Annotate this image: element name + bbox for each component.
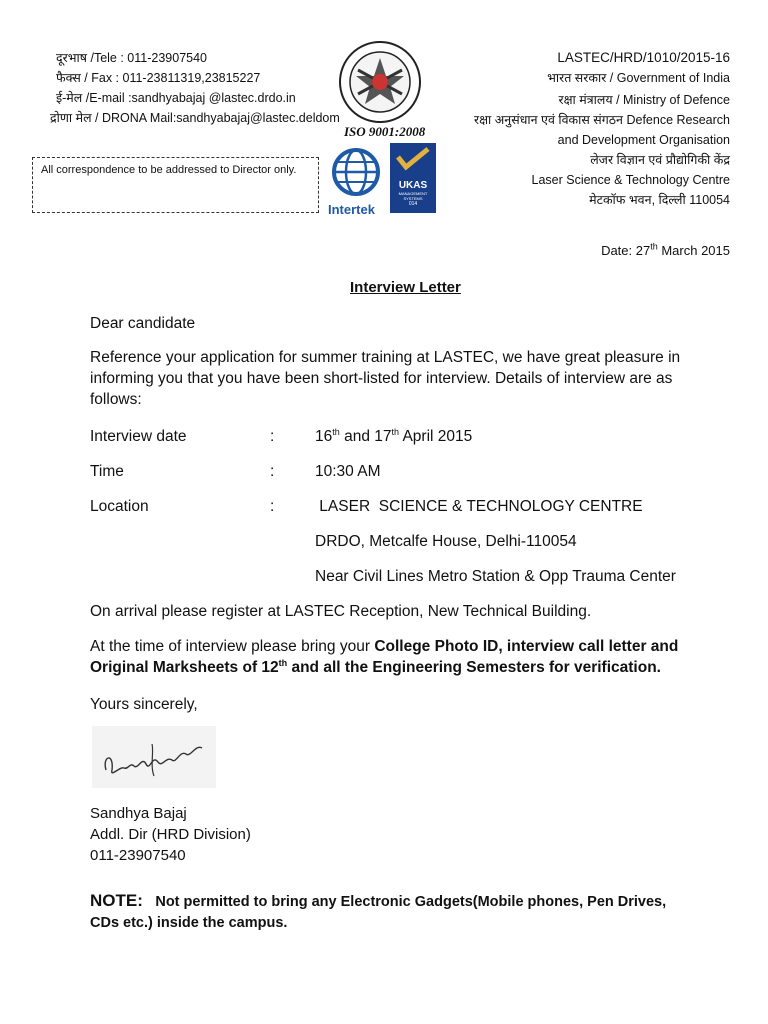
organisation-block [370,48,730,210]
date-b-sup: th [391,426,399,437]
signatory-phone: 011-23907540 [90,847,186,864]
org-line-7: मेटकॉफ भवन, दिल्ली 110054 [589,193,730,207]
org-line-1: भारत सरकार / Government of India [547,71,730,85]
signatory-designation: Addl. Dir (HRD Division) [90,826,251,843]
org-line-6: Laser Science & Technology Centre [531,173,730,187]
date-suffix: March 2015 [657,243,730,258]
letter-date [601,243,730,258]
correspondence-box [32,157,319,213]
date-a-sup: th [332,426,340,437]
interview-date-value [315,426,472,447]
colon: : [270,463,275,480]
letter-title: Interview Letter [350,279,461,296]
org-line-4: and Development Organisation [557,133,730,147]
email-line: ई-मेल /E-mail :sandhyabajaj @lastec.drdo.in [56,91,296,105]
arrival-paragraph: On arrival please register at LASTEC Reception, New Technical Building. [90,603,592,620]
time-value: 10:30 AM [315,463,381,480]
iso-label: ISO 9001:2008 [344,124,426,139]
bring-sup: th [278,657,288,668]
signatory-name: Sandhya Bajaj [90,805,187,822]
colon: : [270,498,275,515]
signatory-block [90,803,251,866]
date-prefix: Date: 27 [601,243,651,258]
location-line-1: LASER SCIENCE & TECHNOLOGY CENTRE [315,498,643,515]
reference-number: LASTEC/HRD/1010/2015-16 [557,50,730,65]
intro-paragraph: Reference your application for summer training at LASTEC, we have great pleasure in informing you that you have been short-listed for interview. Details of interview are as follows: [90,349,681,408]
salutation: Dear candidate [90,315,196,332]
date-end: April 2015 [399,428,473,445]
closing: Yours sincerely, [90,696,198,713]
handwritten-signature-icon [92,726,216,788]
date-sup: th [650,241,658,252]
contact-block [50,48,340,128]
ukas-sub: MANAGEMENT SYSTEMS [398,191,428,201]
bring-plain: At the time of interview please bring your [90,638,375,655]
colon: : [270,428,275,445]
bring-bold-2: Original Marksheets of 12 [90,659,279,676]
location-line-2: DRDO, Metcalfe House, Delhi-110054 [315,533,577,550]
org-line-2: रक्षा मंत्रालय / Ministry of Defence [558,93,730,107]
org-line-5: लेजर विज्ञान एवं प्रौद्योगिकी केंद्र [590,153,730,167]
ukas-label: UKAS [398,180,428,191]
intertek-label: Intertek [328,202,375,217]
date-a: 16 [315,428,333,445]
tele-line: दूरभाष /Tele : 011-23907540 [56,51,208,65]
bring-bold-3: and all the Engineering Semesters for verification. [287,659,661,676]
ukas-num: 014 [408,201,418,207]
org-line-3: रक्षा अनुसंधान एवं विकास संगठन Defence Research [473,113,730,127]
time-label: Time [90,463,124,480]
drona-mail-line: द्रोणा मेल / DRONA Mail:sandhyabajaj@lastec.deldom [50,111,340,125]
fax-line: फैक्स / Fax : 011-23811319,23815227 [56,71,261,85]
signature [92,726,216,788]
note-line-1: Not permitted to bring any Electronic Gadgets(Mobile phones, Pen Drives, [155,894,667,910]
note-block [90,891,740,931]
interview-date-label: Interview date [90,428,187,445]
bring-bold-1: College Photo ID, interview call letter and [374,638,679,655]
correspondence-note: All correspondence to be addressed to Director only. [41,164,297,176]
date-mid: and 17 [339,428,392,445]
location-line-3: Near Civil Lines Metro Station & Opp Trauma Center [315,568,676,585]
bring-paragraph [90,636,730,678]
note-label: NOTE: [90,891,143,910]
note-line-2: CDs etc.) inside the campus. [90,915,288,931]
location-label: Location [90,498,149,515]
